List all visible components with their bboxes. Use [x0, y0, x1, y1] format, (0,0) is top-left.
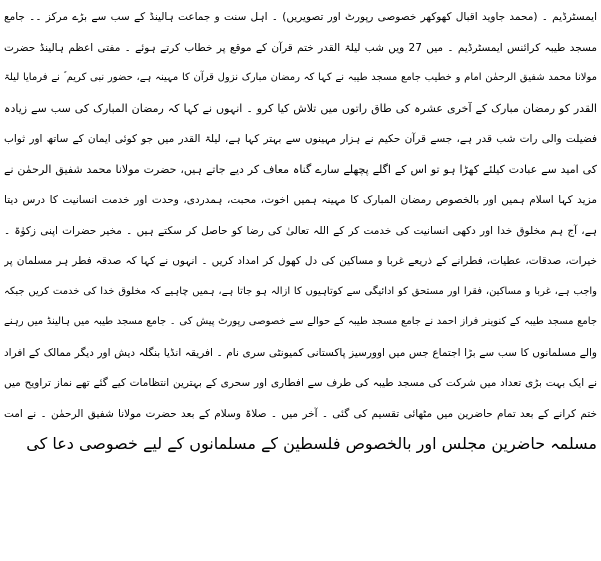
article-line: نے ایک بہت بڑی تعداد میں شرکت کی مسجد طیبہ کی طرف سے افطاری اور سحری کے بہترین انتظامات کیے گئے تھے نماز تراویح میں: [4, 377, 597, 389]
article-body: [4, 2, 597, 559]
article-line: جامع مسجد طیبہ کے کنوینر فراز احمد نے جامع مسجد طیبہ کے حوالے سے خصوصی رپورٹ پیش کی ۔ جامع مسجد طیبہ میں ہالینڈ میں رہنے: [4, 316, 597, 327]
article-line: مزید کہا اسلام ہمیں اور بالخصوص رمضان المبارک کا مہینہ ہمیں اخوت، محبت، ہمدردی، وحدت اور خدمت انسانیت کا درس دیتا: [4, 194, 597, 206]
article-line: فضیلت والی رات شب قدر ہے، جسے قرآن حکیم نے ہزار مہینوں سے بہتر کہا ہے، لیلۃ القدر میں جو کوئی ایمان کے ساتھ اور ثواب: [4, 133, 597, 145]
article-line: القدر کو رمضان مبارک کے آخری عشرہ کی طاق راتوں میں تلاش کیا کرو ۔ انہوں نے کہا کہ رمضان المبارک کی سب سے زیادہ: [4, 101, 597, 115]
article-line: مولانا محمد شفیق الرحمٰن امام و خطیب جامع مسجد طیبہ نے کہا کہ رمضان مبارک نزول قرآن کا مہینہ ہے، حضور نبی کریم ؐ نے فرمایا لیلۃ: [4, 72, 597, 83]
article-line: کی امید سے عبادت کیلئے کھڑا ہو تو اس کے اگلے پچھلے سارے گناہ معاف کر دیے جاتے ہیں، حضرت مولانا محمد شفیق الرحمٰن نے: [4, 162, 597, 176]
article-line: مسلمہ حاضرین مجلس اور بالخصوص فلسطین کے مسلمانوں کے لیے خصوصی دعا کی: [26, 434, 597, 453]
article-line: ایمسٹرڈیم ۔ (محمد جاوید اقبال کھوکھر خصوصی رپورٹ اور تصویریں) ۔ اہل سنت و جماعت ہالینڈ کے سب سے بڑے مرکز ۔۔ جامع: [4, 11, 597, 23]
article-line: ختم کرانے کے بعد تمام حاضرین میں مٹھائی تقسیم کی گئی ۔ آخر میں ۔ صلاۃ وسلام کے بعد حضرت مولانا شفیق الرحمٰن ۔ نے امت: [4, 407, 597, 420]
article-line: خیرات، صدقات، عطیات، فطرانے کے ذریعے غربا و مساکین کی دل کھول کر امداد کریں ۔ انہوں نے کہا کہ صدقہ فطر ہر مسلمان پر: [4, 255, 597, 267]
article-line: ہے، آج ہم مخلوق خدا اور دکھی انسانیت کی خدمت کر کے اللہ تعالیٰ کی رضا کو حاصل کر سکتے ہیں ۔ مخیر حضرات اپنی زکوٰۃ ۔: [4, 224, 597, 237]
article-line: مسجد طیبہ کرائنس ایمسٹرڈیم ۔ میں 27 ویں شب لیلۃ القدر ختم قرآن کے موقع پر خطاب کرتے ہوئے ۔ مفتی اعظم ہالینڈ حضرت: [4, 41, 597, 54]
article-line: والے مسلمانوں کا سب سے بڑا اجتماع جس میں اوورسیز پاکستانی کمیونٹی سری نام ۔ افریقہ انڈیا بنگلہ دیش اور دیگر ممالک کے افراد: [4, 346, 597, 359]
article-line: واجب ہے، غربا و مساکین، فقرا اور مستحق کو ادائیگی سے کوتاہیوں کا ازالہ ہو جاتا ہے، ہمیں چاہیے کہ مخلوق خدا کی خدمت کریں جبکہ: [4, 285, 597, 297]
